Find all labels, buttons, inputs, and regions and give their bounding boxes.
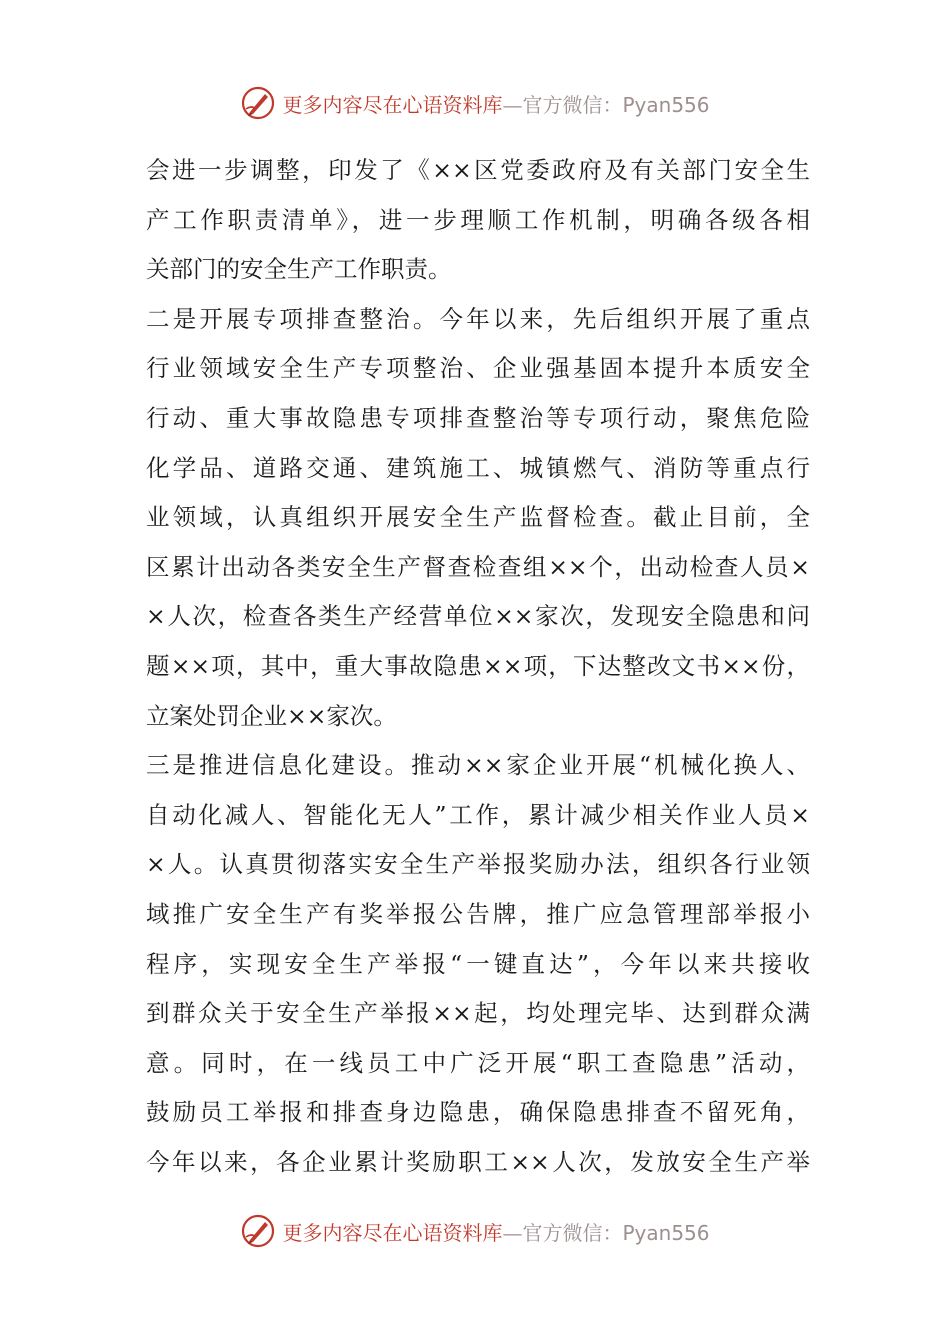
text-line: ×人次，检查各类生产经营单位××家次，发现安全隐患和问 xyxy=(146,602,810,631)
text-line: 立案处罚企业××家次。 xyxy=(146,701,397,730)
text-line: 题××项，其中，重大事故隐患××项，下达整改文书××份， xyxy=(146,651,810,680)
header-wechat-id: Pyan556 xyxy=(622,92,710,117)
text-line: 三是推进信息化建设。推动××家企业开展“机械化换人、 xyxy=(146,751,810,780)
text-line: 业领域，认真组织开展安全生产监督检查。截止目前，全 xyxy=(146,503,810,532)
quill-logo-icon xyxy=(240,1213,276,1249)
header-banner-text xyxy=(282,89,709,118)
footer-wechat-label: 官方微信： xyxy=(522,1220,623,1245)
text-line: 会进一步调整，印发了《××区党委政府及有关部门安全生 xyxy=(146,156,810,184)
text-line: 到群众关于安全生产举报××起，均处理完毕、达到群众满 xyxy=(146,999,810,1028)
text-line: 化学品、道路交通、建筑施工、城镇燃气、消防等重点行 xyxy=(146,453,810,482)
text-line: 今年以来，各企业累计奖励职工××人次，发放安全生产举 xyxy=(146,1147,810,1176)
text-line: 程序，实现安全生产举报“一键直达”，今年以来共接收 xyxy=(146,949,810,978)
header-brand: 更多内容尽在心语资料库 xyxy=(282,92,503,117)
footer-wechat-id: Pyan556 xyxy=(622,1220,710,1245)
header-banner xyxy=(0,83,950,123)
header-dash: — xyxy=(502,92,523,117)
text-line: 二是开展专项排查整治。今年以来，先后组织开展了重点 xyxy=(146,304,810,333)
text-line: ×人。认真贯彻落实安全生产举报奖励办法，组织各行业领 xyxy=(146,850,810,879)
footer-dash: — xyxy=(502,1220,523,1245)
document-body xyxy=(146,146,810,1187)
text-line: 自动化减人、智能化无人”工作，累计减少相关作业人员× xyxy=(146,800,810,829)
text-line: 行业领域安全生产专项整治、企业强基固本提升本质安全 xyxy=(146,354,810,383)
footer-banner xyxy=(0,1211,950,1251)
footer-banner-text xyxy=(282,1217,709,1246)
text-line: 鼓励员工举报和排查身边隐患，确保隐患排查不留死角， xyxy=(146,1098,810,1127)
header-wechat-label: 官方微信： xyxy=(522,92,623,117)
quill-logo-icon xyxy=(240,85,276,121)
text-line: 域推广安全生产有奖举报公告牌，推广应急管理部举报小 xyxy=(146,899,810,928)
footer-brand: 更多内容尽在心语资料库 xyxy=(282,1220,503,1245)
text-line: 关部门的安全生产工作职责。 xyxy=(146,255,452,284)
text-line: 区累计出动各类安全生产督查检查组××个，出动检查人员× xyxy=(146,552,810,581)
text-line: 行动、重大事故隐患专项排查整治等专项行动，聚焦危险 xyxy=(146,403,810,432)
text-line: 意。同时，在一线员工中广泛开展“职工查隐患”活动， xyxy=(146,1048,810,1077)
text-line: 产工作职责清单》，进一步理顺工作机制，明确各级各相 xyxy=(146,205,810,234)
